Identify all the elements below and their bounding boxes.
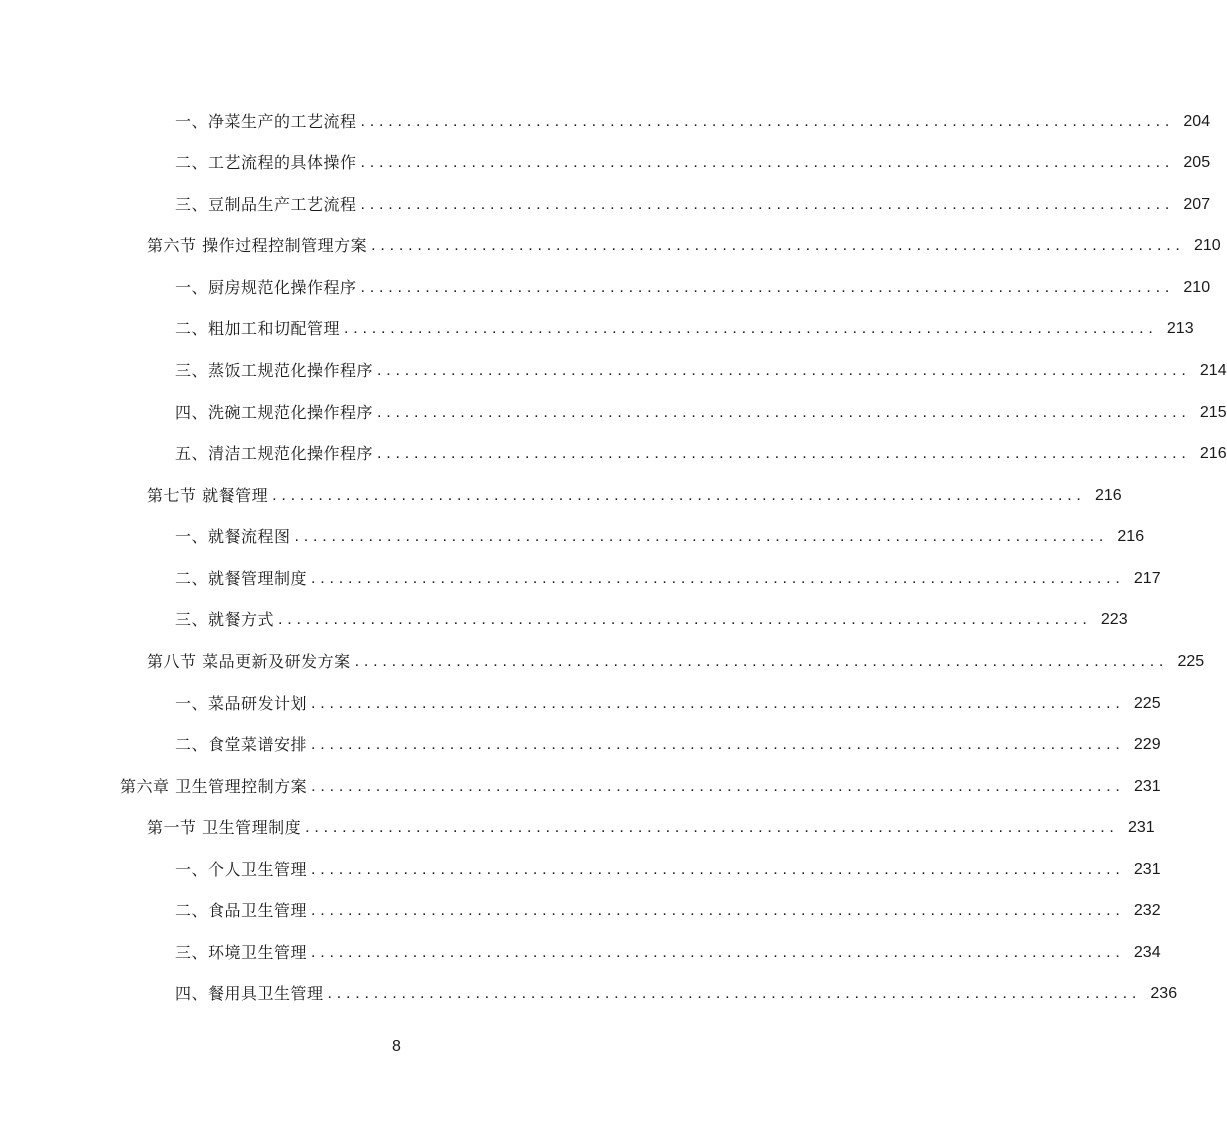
toc-entry-title: 第六节 操作过程控制管理方案: [147, 236, 368, 255]
dot-leader: ........................................................................................: [371, 237, 1185, 254]
toc-entry-page: 207: [1183, 196, 1211, 213]
toc-entry-title: 第六章 卫生管理控制方案: [120, 777, 308, 796]
toc-entry[interactable]: [175, 682, 1161, 714]
toc-entry-page: 223: [1100, 611, 1128, 628]
dot-leader: ........................................................................................: [360, 113, 1175, 130]
dot-leader: ........................................................................................: [305, 819, 1119, 836]
toc-entry[interactable]: [175, 848, 1161, 880]
toc-entry-title: 一、菜品研发计划: [175, 694, 308, 713]
toc-entry[interactable]: [175, 266, 1211, 298]
toc-entry-page: 231: [1133, 861, 1161, 878]
toc-entry-page: 210: [1183, 279, 1211, 296]
toc-entry[interactable]: [175, 432, 1227, 464]
toc-entry[interactable]: [175, 598, 1128, 630]
toc-entry-page: 231: [1127, 819, 1155, 836]
dot-leader: ........................................................................................: [311, 902, 1125, 919]
toc-entry-page: 231: [1133, 778, 1161, 795]
toc-entry[interactable]: [175, 515, 1145, 547]
dot-leader: ........................................................................................: [311, 570, 1125, 587]
toc-entry[interactable]: [175, 931, 1161, 963]
toc-entry-title: 二、就餐管理制度: [175, 569, 308, 588]
toc-entry[interactable]: [175, 141, 1211, 173]
dot-leader: ........................................................................................: [311, 778, 1125, 795]
toc-entry[interactable]: [147, 474, 1122, 506]
dot-leader: ........................................................................................: [360, 154, 1175, 171]
toc-entry-title: 三、豆制品生产工艺流程: [175, 195, 357, 214]
toc-entry[interactable]: [175, 391, 1227, 423]
toc-entry[interactable]: [175, 972, 1178, 1004]
toc-entry[interactable]: [175, 100, 1211, 132]
toc-entry-page: 225: [1177, 653, 1205, 670]
toc-entry-title: 三、环境卫生管理: [175, 943, 308, 962]
dot-leader: ........................................................................................: [278, 611, 1092, 628]
toc-entry[interactable]: [147, 224, 1221, 256]
toc-entry-title: 一、厨房规范化操作程序: [175, 278, 357, 297]
toc-entry-page: 214: [1199, 362, 1227, 379]
dot-leader: ........................................................................................: [344, 320, 1158, 337]
toc-entry-page: 205: [1183, 154, 1211, 171]
toc-entry-page: 216: [1117, 528, 1145, 545]
toc-entry-page: 215: [1199, 404, 1227, 421]
toc-entry-title: 第一节 卫生管理制度: [147, 818, 302, 837]
toc-entry-title: 第八节 菜品更新及研发方案: [147, 652, 351, 671]
dot-leader: ........................................................................................: [272, 487, 1086, 504]
toc-entry-page: 232: [1133, 902, 1161, 919]
toc-entry-title: 第七节 就餐管理: [147, 486, 269, 505]
toc-entry[interactable]: [147, 640, 1205, 672]
toc-entry[interactable]: [175, 557, 1161, 589]
toc-entry-page: 210: [1193, 237, 1221, 254]
page-number: 8: [392, 1038, 401, 1055]
dot-leader: ........................................................................................: [377, 404, 1191, 421]
toc-entry-title: 二、食品卫生管理: [175, 901, 308, 920]
toc-entry-page: 236: [1150, 985, 1178, 1002]
toc-entry-title: 二、食堂菜谱安排: [175, 735, 308, 754]
dot-leader: ........................................................................................: [311, 861, 1125, 878]
dot-leader: ........................................................................................: [294, 528, 1109, 545]
toc-entry-title: 三、蒸饭工规范化操作程序: [175, 361, 374, 380]
toc-entry-page: 217: [1133, 570, 1161, 587]
dot-leader: ........................................................................................: [377, 362, 1191, 379]
toc-entry-title: 四、餐用具卫生管理: [175, 984, 324, 1003]
toc-entry-title: 一、净菜生产的工艺流程: [175, 112, 357, 131]
toc-entry[interactable]: [175, 307, 1194, 339]
toc-entry-page: 216: [1199, 445, 1227, 462]
toc-entry-page: 216: [1094, 487, 1122, 504]
toc-entry-page: 234: [1133, 944, 1161, 961]
dot-leader: ........................................................................................: [311, 736, 1125, 753]
toc-entry[interactable]: [120, 765, 1161, 797]
toc-entry-title: 二、工艺流程的具体操作: [175, 153, 357, 172]
dot-leader: ........................................................................................: [311, 695, 1125, 712]
toc-entry-title: 一、就餐流程图: [175, 527, 291, 546]
toc-entry[interactable]: [175, 183, 1211, 215]
toc-entry[interactable]: [147, 806, 1155, 838]
toc-entry-page: 213: [1166, 320, 1194, 337]
toc-entry[interactable]: [175, 889, 1161, 921]
dot-leader: ........................................................................................: [360, 279, 1175, 296]
toc-entry-page: 225: [1133, 695, 1161, 712]
toc-entry-title: 四、洗碗工规范化操作程序: [175, 403, 374, 422]
dot-leader: ........................................................................................: [311, 944, 1125, 961]
dot-leader: ........................................................................................: [354, 653, 1169, 670]
toc-entry[interactable]: [175, 723, 1161, 755]
toc-entry-title: 二、粗加工和切配管理: [175, 319, 341, 338]
toc-entry[interactable]: [175, 349, 1227, 381]
toc-entry-title: 一、个人卫生管理: [175, 860, 308, 879]
dot-leader: ........................................................................................: [377, 445, 1191, 462]
toc-entry-title: 五、清洁工规范化操作程序: [175, 444, 374, 463]
toc-entry-title: 三、就餐方式: [175, 610, 275, 629]
dot-leader: ........................................................................................: [327, 985, 1142, 1002]
toc-entry-page: 229: [1133, 736, 1161, 753]
dot-leader: ........................................................................................: [360, 196, 1175, 213]
toc-entry-page: 204: [1183, 113, 1211, 130]
